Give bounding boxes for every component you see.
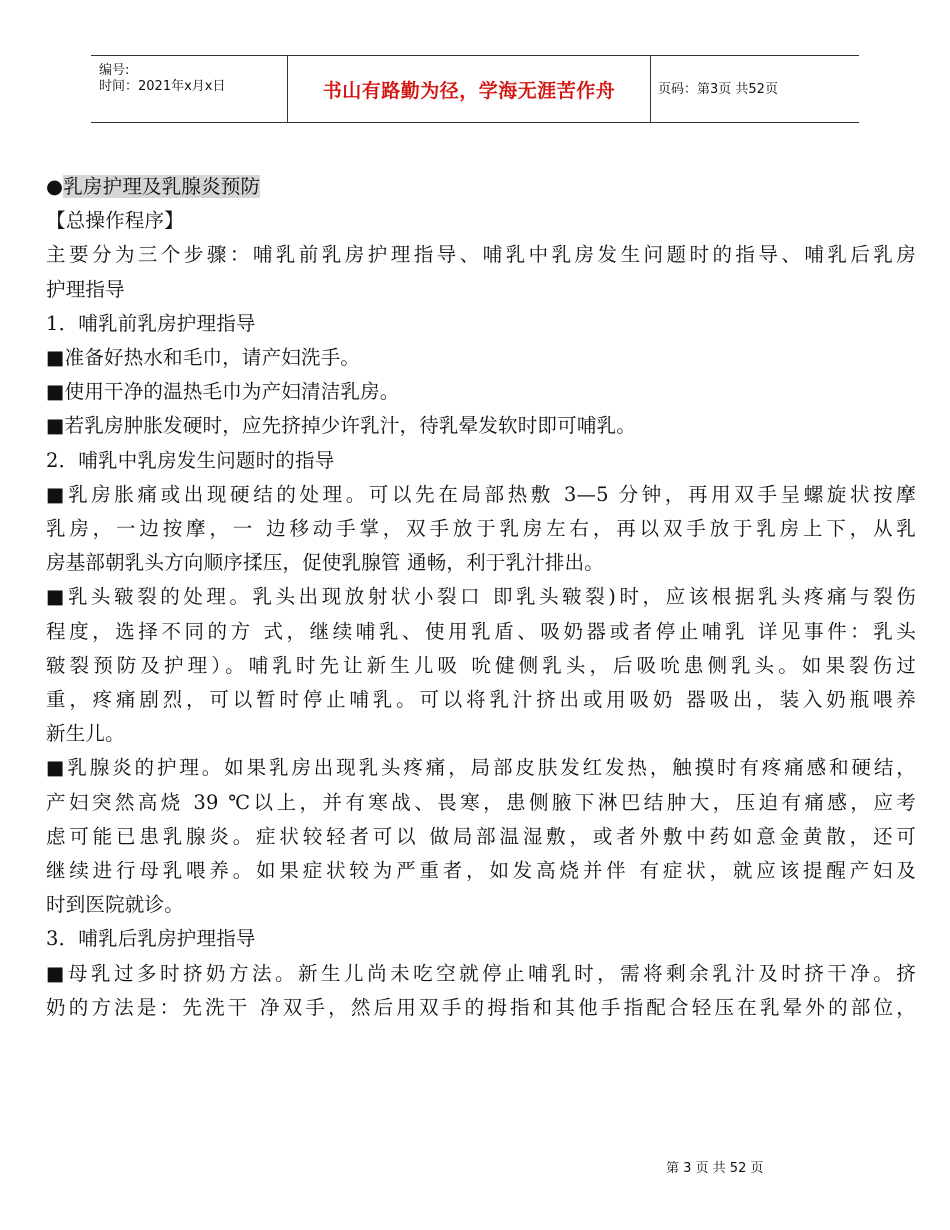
- text-line: 乳房，一边按摩，一 边移动手掌，双手放于乳房左右，再以双手放于乳房上下，从乳: [46, 517, 916, 541]
- text-line: 【总操作程序】: [46, 209, 184, 233]
- text-line: 皲裂预防及护理）。哺乳时先让新生儿吸 吮健侧乳头，后吸吮患侧乳头。如果裂伤过: [46, 653, 916, 677]
- text-line: 护理指导: [46, 277, 125, 301]
- text-line: ■乳腺炎的护理。如果乳房出现乳头疼痛，局部皮肤发红发热，触摸时有疼痛感和硬结，: [46, 756, 916, 780]
- text-line: 重，疼痛剧烈，可以暂时停止哺乳。可以将乳汁挤出或用吸奶 器吸出，装入奶瓶喂养: [46, 688, 916, 712]
- text-line: 主要分为三个步骤：哺乳前乳房护理指导、哺乳中乳房发生问题时的指导、哺乳后乳房: [46, 243, 916, 267]
- header-page-cell: [650, 56, 859, 122]
- header-left-cell: [91, 56, 287, 122]
- text-line: 奶的方法是：先洗干 净双手，然后用双手的拇指和其他手指配合轻压在乳晕外的部位，: [46, 995, 916, 1019]
- section-title: [46, 170, 916, 204]
- page-info: 页码：第3页 共52页: [658, 81, 778, 97]
- title-bullet: ●: [46, 175, 64, 198]
- text-line: 继续进行母乳喂养。如果症状较为严重者，如发高烧并伴 有症状，就应该提醒产妇及: [46, 859, 916, 883]
- text-line: 2．哺乳中乳房发生问题时的指导: [46, 448, 335, 472]
- text-line: 3．哺乳后乳房护理指导: [46, 927, 256, 951]
- header-motto-cell: [287, 56, 651, 122]
- text-line: 房基部朝乳头方向顺序揉压，促使乳腺管 通畅，利于乳汁排出。: [46, 551, 604, 575]
- text-line: 程度，选择不同的方 式，继续哺乳、使用乳盾、吸奶器或者停止哺乳 详见事件：乳头: [46, 619, 916, 643]
- motto-text: 书山有路勤为径，学海无涯苦作舟: [322, 79, 616, 102]
- page-footer: 第 3 页 共 52 页: [666, 1161, 764, 1176]
- text-line: 虑可能已患乳腺炎。症状较轻者可以 做局部温湿敷，或者外敷中药如意金黄散，还可: [46, 824, 916, 848]
- text-line: ■母乳过多时挤奶方法。新生儿尚未吃空就停止哺乳时，需将剩余乳汁及时挤干净。挤: [46, 961, 916, 985]
- text-line: 新生儿。: [46, 722, 125, 746]
- text-line: 产妇突然高烧 39 ℃以上，并有寒战、畏寒，患侧腋下淋巴结肿大，压迫有痛感，应考: [46, 790, 916, 814]
- section-title-text: 乳房护理及乳腺炎预防: [63, 175, 261, 198]
- text-line: ■使用干净的温热毛巾为产妇清洁乳房。: [46, 380, 400, 404]
- code-label: 编号:: [99, 63, 130, 78]
- header-table: [91, 55, 859, 123]
- text-line: ■若乳房肿胀发硬时，应先挤掉少许乳汁，待乳晕发软时即可哺乳。: [46, 414, 636, 438]
- text-line: ■乳房胀痛或出现硬结的处理。可以先在局部热敷 3—5 分钟，再用双手呈螺旋状按摩: [46, 482, 916, 506]
- text-line: ■乳头皲裂的处理。乳头出现放射状小裂口 即乳头皲裂)时，应该根据乳头疼痛与裂伤: [46, 585, 916, 609]
- text-line: ■准备好热水和毛巾，请产妇洗手。: [46, 346, 361, 370]
- time-label: 时间：2021年x月x日: [99, 79, 226, 94]
- text-line: 1．哺乳前乳房护理指导: [46, 311, 256, 335]
- text-line: 时到医院就诊。: [46, 893, 184, 917]
- document-body: [46, 170, 916, 1025]
